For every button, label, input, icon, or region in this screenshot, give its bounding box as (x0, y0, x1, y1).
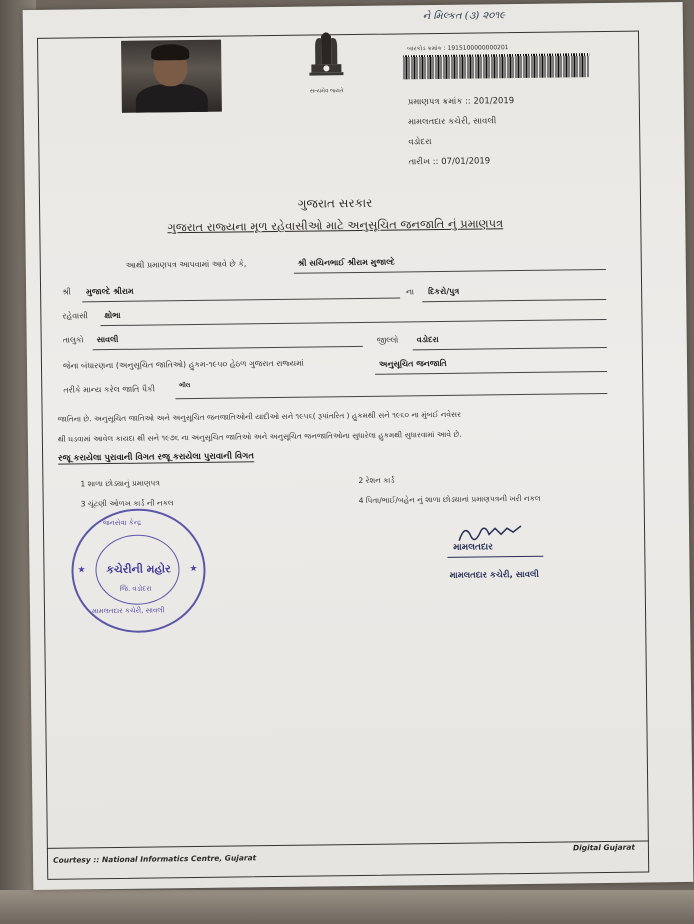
seal-top-text: જનસેવા કેન્દ્ર (102, 518, 142, 528)
relation-value: દિકરો/પુત્ર (428, 286, 460, 297)
order-label: જેના બંધારણના (અનુસૂચિત જાતિઓ) હુકમ-૧૯૫૦ હેઠળ ગુજરાત રાજ્યમાં (62, 358, 304, 371)
signature-title: મામલતદાર (453, 542, 493, 553)
taluka-value: સાવલી (96, 334, 119, 345)
footer-courtesy: Courtesy :: National Informatics Centre, Gujarat (52, 853, 257, 865)
parent-name: મુજાલ્દે શ્રીરામ (86, 286, 134, 297)
document-item: 4 પિતા/ભાઈ/બહેન નું શાળા છોડ્યાનાં પ્રમાણપત્રની ખરી નકલ (358, 493, 541, 505)
certificate-title: ગુજરાત રાજ્યના મૂળ રહેવાસીઓ માટે અનુસૂચિત જનજાતિ નું પ્રમાણપત્ર (167, 216, 504, 235)
applicant-name: શ્રી સચિનભાઈ શ્રીરામ મુજાલ્દે (297, 257, 395, 268)
issuing-district: વડોદરા (408, 137, 432, 148)
certificate-number: પ્રમાણપત્ર ક્રમાંક :: 201/2019 (407, 96, 515, 108)
seal-star-icon: ★ (189, 563, 198, 575)
background-bottom-edge (0, 890, 694, 924)
paragraph-line-1: જાતિના છે. અનુસૂચિત જાતિઓ અને અનુસૂચિત જનજાતિઓની યાદીઓ સને ૧૯૫૬( રૂપાંતરિત ) હુકમથી સને ૧૯૬૦ ના મુંબઈ નવેસર (57, 409, 461, 424)
documents-heading: રજૂ કરાયેલા પુરાવાની વિગત રજૂ કરાયેલા પુરાવાની વિગત (58, 451, 255, 464)
issue-date: તારીખ :: 07/01/2019 (408, 156, 491, 168)
signature-office: મામલતદાર કચેરી, સાવલી (449, 569, 539, 581)
seal-star-icon: ★ (77, 565, 86, 576)
certificate-sheet (23, 2, 694, 890)
barcode-label: બારકોડ ક્રમાંક : 1915100000000201 (407, 44, 509, 53)
government-title: ગુજરાત સરકાર (297, 195, 373, 211)
caste-label: તરીકે માન્ય કરેલ જાતિ પૈકી (63, 384, 156, 395)
caste-value: ભીલ (179, 382, 191, 390)
district-label: જીલ્લો (376, 335, 399, 345)
district-value: વડોદરા (416, 335, 439, 345)
seal-main-text: કચેરીની મહોર (106, 562, 171, 577)
resident-label: રહેવાસી (62, 311, 88, 321)
document-item: 1 શાળા છોડ્યાનું પ્રમાણપત્ર (80, 478, 160, 489)
intro-label: આથી પ્રમાણપત્ર આપવામાં આવે છે કે, (125, 259, 247, 270)
relation-label: ના (406, 287, 415, 297)
taluka-label: તાલુકો (62, 335, 84, 345)
handwritten-note: ને મિલ્કત (૩) ૨૦૧૯ (422, 10, 506, 23)
issuing-office: મામલતદાર કચેરી, સાવલી (407, 116, 497, 128)
emblem-caption: સત્યમેવ જયતે (309, 88, 344, 95)
order-value: અનુસૂચિત જનજાતિ (378, 358, 447, 369)
barcode (403, 53, 589, 79)
certificate-paragraph (58, 403, 618, 450)
applicant-photo (121, 40, 222, 113)
seal-district-text: જિ. વડોદરા (119, 584, 152, 593)
resident-value: ક્ષોભા (104, 310, 121, 321)
document-item: 2 રેશન કાર્ડ (358, 475, 395, 485)
footer-digital-gujarat: Digital Gujarat (572, 842, 636, 853)
document-item: 3 ચૂંટણી ઓળખ કાર્ડ ની નકલ (80, 498, 174, 509)
seal-bottom-text: મામલતદાર કચેરી, સાવલી (91, 606, 165, 616)
paragraph-line-2: થી ઘડવામાં આવેલ કાયદા થી સને ૧૯૭૬ ના અનુસૂચિત જાતિઓ અને અનુસૂચિત જનજાતિઓના સુધારેલા હુકમથી સુધારવામાં આવે છે. (57, 429, 462, 444)
parent-prefix: શ્રી (62, 287, 71, 297)
national-emblem-icon (301, 28, 352, 93)
